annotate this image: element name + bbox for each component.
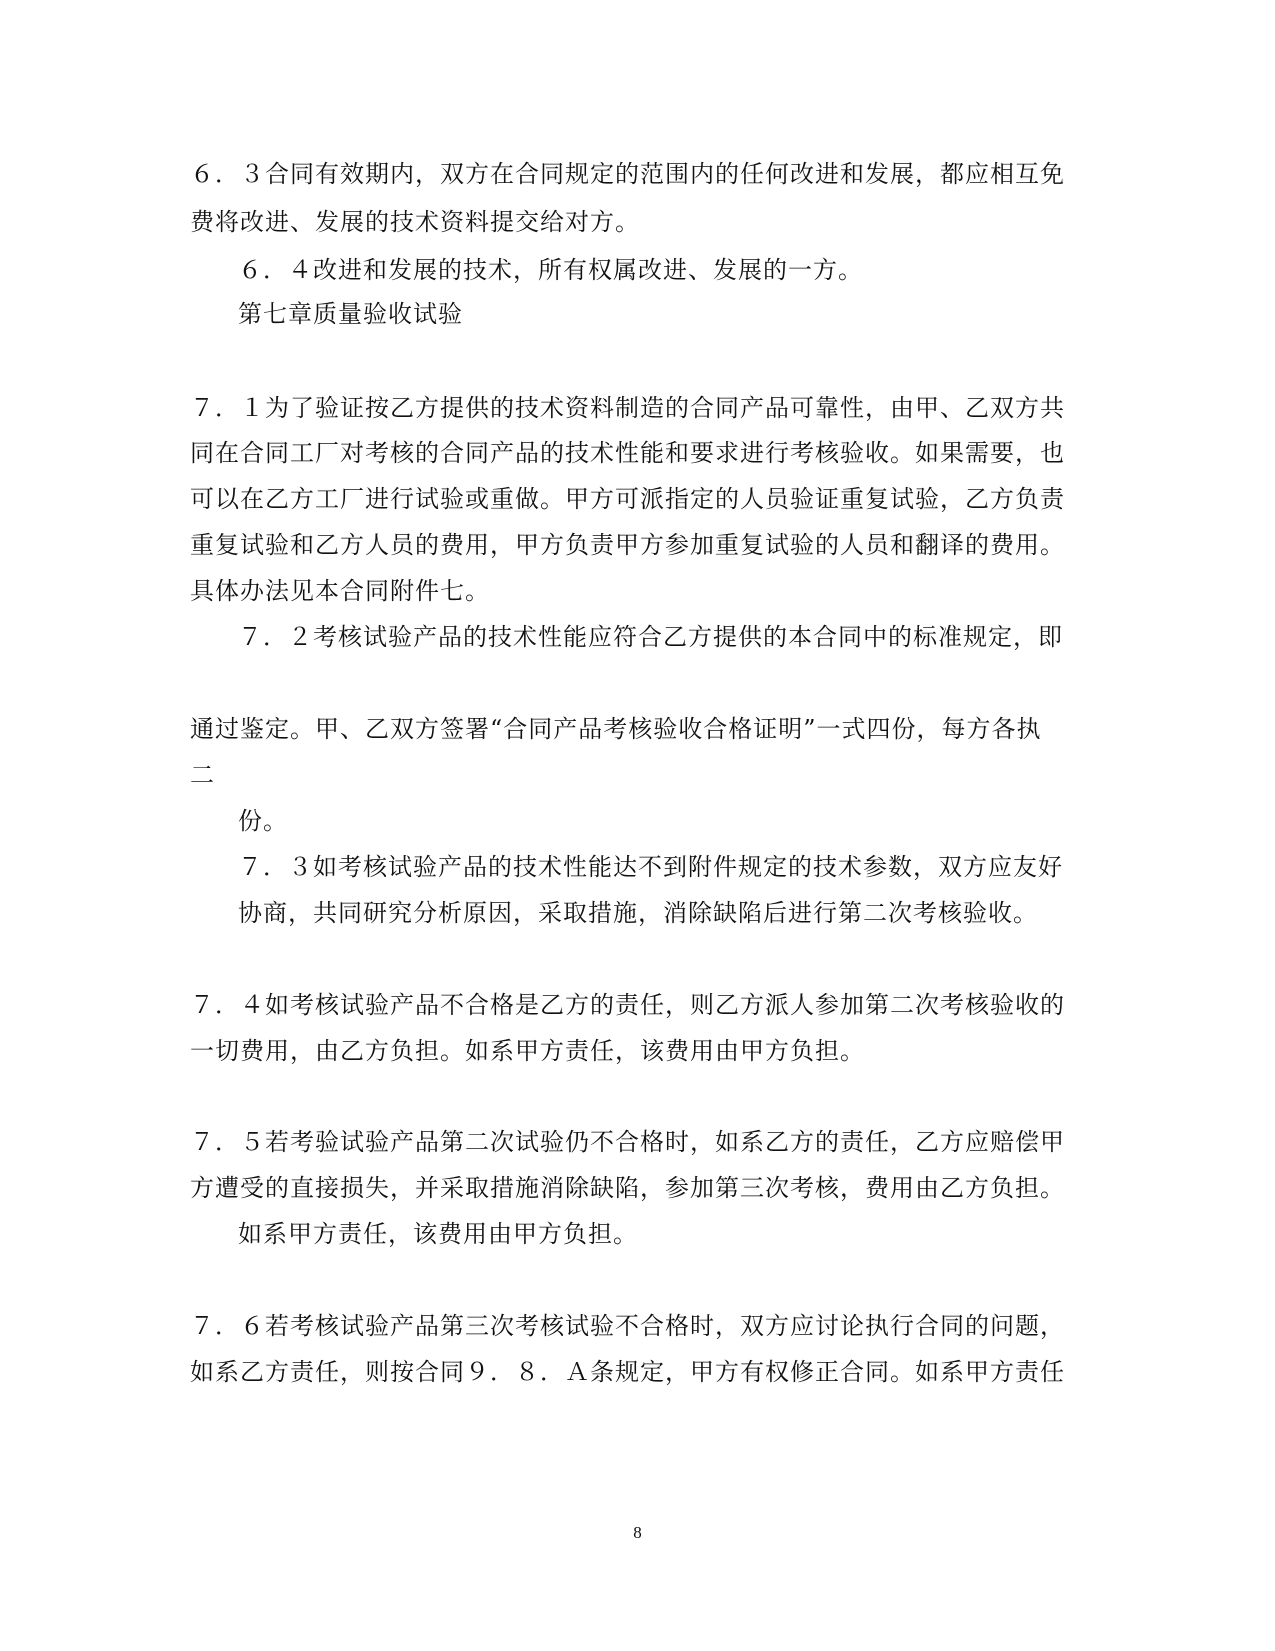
- text-line: 具体办法见本合同附件七。: [190, 577, 490, 605]
- text-line: ７．３如考核试验产品的技术性能达不到附件规定的技术参数，双方应友好: [238, 853, 1063, 881]
- text-line: ７．４如考核试验产品不合格是乙方的责任，则乙方派人参加第二次考核验收的: [190, 991, 1065, 1019]
- text-line: ７．５若考验试验产品第二次试验仍不合格时，如系乙方的责任，乙方应赔偿甲: [190, 1128, 1065, 1156]
- text-line: 二: [190, 761, 215, 789]
- text-line: ６．４改进和发展的技术，所有权属改进、发展的一方。: [238, 256, 863, 284]
- text-line: 如系甲方责任，该费用由甲方负担。: [238, 1220, 638, 1248]
- page-number: 8: [633, 1523, 642, 1542]
- text-line: 同在合同工厂对考核的合同产品的技术性能和要求进行考核验收。如果需要，也: [190, 439, 1065, 467]
- text-line: 如系乙方责任，则按合同９．８．Ａ条规定，甲方有权修正合同。如系甲方责任: [190, 1358, 1065, 1386]
- text-line: 通过鉴定。甲、乙双方签署“合同产品考核验收合格证明”一式四份，每方各执: [190, 715, 1042, 743]
- section-heading: 第七章质量验收试验: [238, 300, 463, 328]
- text-line: 协商，共同研究分析原因，采取措施，消除缺陷后进行第二次考核验收。: [238, 899, 1038, 927]
- text-line: 可以在乙方工厂进行试验或重做。甲方可派指定的人员验证重复试验，乙方负责: [190, 485, 1065, 513]
- text-line: 一切费用，由乙方负担。如系甲方责任，该费用由甲方负担。: [190, 1037, 865, 1065]
- text-line: 重复试验和乙方人员的费用，甲方负责甲方参加重复试验的人员和翻译的费用。: [190, 531, 1065, 559]
- text-line: 方遭受的直接损失，并采取措施消除缺陷，参加第三次考核，费用由乙方负担。: [190, 1174, 1065, 1202]
- text-line: 费将改进、发展的技术资料提交给对方。: [190, 208, 640, 236]
- text-line: ７．６若考核试验产品第三次考核试验不合格时，双方应讨论执行合同的问题，: [190, 1312, 1065, 1340]
- text-line: ７．１为了验证按乙方提供的技术资料制造的合同产品可靠性，由甲、乙双方共: [190, 394, 1065, 422]
- text-line: ６．３合同有效期内，双方在合同规定的范围内的任何改进和发展，都应相互免: [190, 160, 1065, 188]
- text-line: ７．２考核试验产品的技术性能应符合乙方提供的本合同中的标准规定，即: [238, 623, 1063, 651]
- text-line: 份。: [238, 807, 288, 835]
